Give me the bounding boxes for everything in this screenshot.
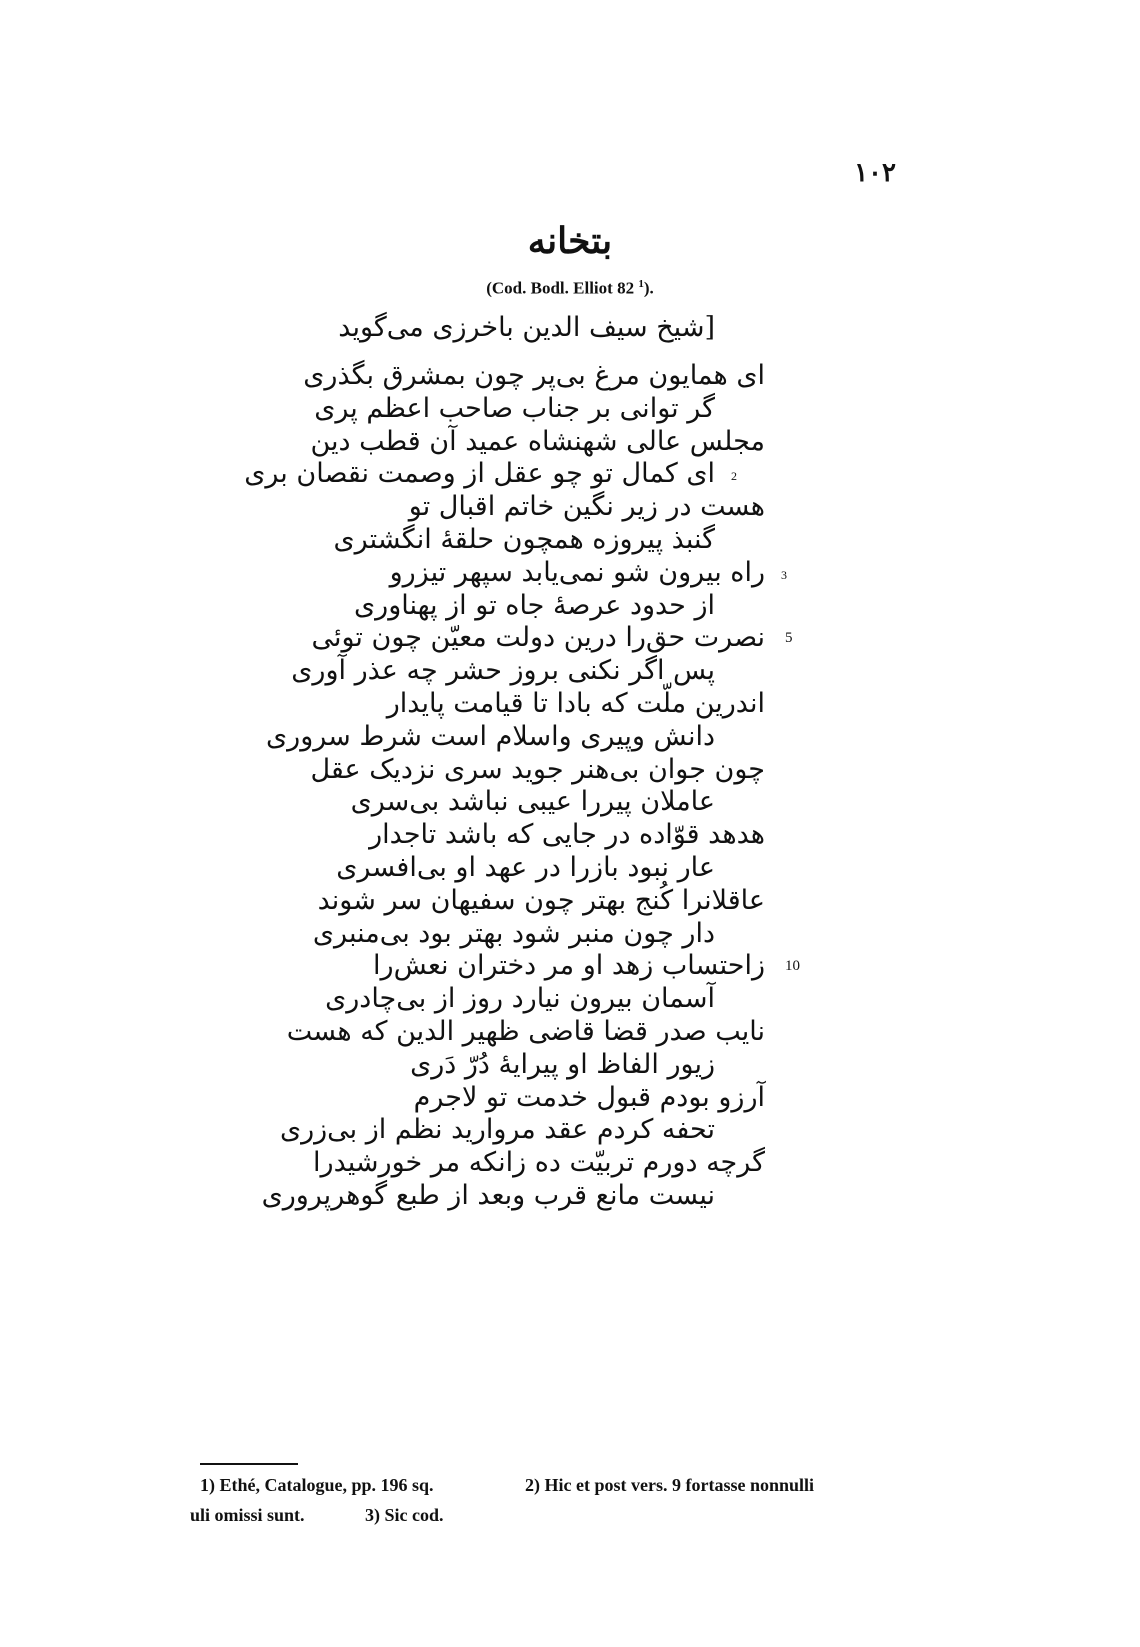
source-citation [0, 278, 1140, 299]
verse-number: 10 [785, 958, 800, 975]
verse-line [291, 655, 715, 689]
verse-line [410, 1049, 715, 1083]
verse-line [351, 786, 715, 820]
verse-line [266, 721, 715, 755]
verse-text: راه بیرون شو نمی‌یابد سپهر تیزرو [389, 556, 765, 588]
verse-line [409, 491, 765, 525]
footnote-mark: 3 [781, 567, 787, 582]
verse-line [336, 852, 715, 886]
footnotes [190, 1475, 900, 1535]
verse-text: پس اگر نکنی بروز حشر چه عذر آوری [291, 655, 715, 687]
verse-text: دار چون منبر شود بهتر بود بی‌منبری [312, 917, 715, 949]
verse-line [310, 426, 765, 460]
verse-text: هدهد قوّاده در جایی که باشد تاجدار [369, 819, 765, 851]
verse-text: عار نبود بازرا در عهد او بی‌افسری [336, 852, 715, 883]
verse-text: عاملان پیررا عیبی نباشد بی‌سری [350, 786, 715, 818]
verse-line [314, 393, 715, 427]
verse-line [334, 524, 715, 558]
verse-text: دانش وپیری واسلام است شرط سروری [266, 720, 715, 752]
verse-text: مجلس عالی شهنشاه عمید آن قطب دین [310, 425, 765, 457]
verse-text: تحفه کردم عقد مروارید نظم از بی‌زری [279, 1114, 715, 1146]
verse-text: اندرین ملّت که بادا تا قیامت پایدار [386, 688, 765, 719]
footnote-3: 3) Sic cod. [365, 1505, 444, 1525]
verse-text: عاقلانرا کُنج بهتر چون سفیهان سر شوند [317, 884, 765, 916]
verse-line [244, 458, 737, 492]
verse-line [287, 1016, 765, 1050]
footnote-row [200, 1475, 900, 1505]
verse-text: گرچه دورم تربیّت ده زانکه مر خورشیدرا [313, 1147, 765, 1179]
verse-line [313, 1147, 765, 1181]
poem-attribution: [شیخ سیف الدین باخرزی می‌گوید [338, 312, 715, 343]
verse-line [303, 360, 765, 394]
verse-text: نایب صدر قضا قاضی ظهیر الدین که هست [286, 1016, 765, 1047]
verse-line [318, 885, 765, 919]
verse-line [373, 950, 765, 984]
verse-text: آرزو بودم قبول خدمت تو لاجرم [413, 1081, 765, 1113]
verse-text: ای کمال تو چو عقل از وصمت نقصان بری [244, 458, 715, 490]
source-close: ). [643, 278, 654, 298]
verse-text: از حدود عرصهٔ جاه تو از پهناوری [354, 589, 715, 621]
verse-text: نیست مانع قرب وبعد از طبع گوهرپروری [261, 1180, 715, 1211]
verse-text: هست در زیر نگین خاتم اقبال تو [408, 491, 765, 523]
source-text: (Cod. Bodl. Elliot 82 [486, 278, 639, 298]
footnote-1: 1) Ethé, Catalogue, pp. 196 sq. [200, 1475, 434, 1495]
verse-text: زاحتساب زهد او مر دختران نعش‌را [373, 950, 765, 982]
page-number: ١٠٢ [854, 158, 896, 188]
verse-text: زیور الفاظ او پیرایهٔ دُرّ دَری [410, 1048, 715, 1080]
verse-text: چون جوان بی‌هنر جوید سری نزدیک عقل [310, 753, 765, 785]
verse-text: آسمان بیرون نیارد روز از بی‌چادری [325, 983, 715, 1015]
verse-text: گنبذ پیروزه همچون حلقهٔ انگشتری [333, 524, 715, 555]
footnote-mark: 2 [731, 469, 737, 484]
footnote-2: 2) Hic et post vers. 9 fortasse nonnulli [525, 1475, 814, 1495]
verse-line [414, 1082, 765, 1116]
verse-line [280, 1114, 715, 1148]
verse-line [389, 556, 787, 591]
verse-line [325, 983, 715, 1017]
footnote-rule [200, 1463, 298, 1465]
verse-line [387, 688, 765, 722]
verse-text: ای همایون مرغ بی‌پر چون بمشرق بگذری [303, 360, 765, 391]
verse-text: گر توانی بر جناب صاحب اعظم پری [314, 392, 715, 424]
verse-text: نصرت حق‌را درین دولت معیّن چون توئی [311, 622, 765, 654]
verse-line [313, 918, 715, 952]
source-footnote-mark: 1 [638, 278, 644, 290]
footnote-2-continued: uli omissi sunt. [190, 1505, 305, 1525]
section-heading: بتخانه [527, 220, 613, 262]
verse-line [354, 590, 715, 624]
verse-line [311, 622, 765, 656]
verse-line [369, 819, 765, 853]
verse-line [310, 754, 765, 788]
footnote-row [190, 1505, 900, 1535]
verse-line [262, 1180, 715, 1214]
verse-number: 5 [785, 630, 793, 647]
